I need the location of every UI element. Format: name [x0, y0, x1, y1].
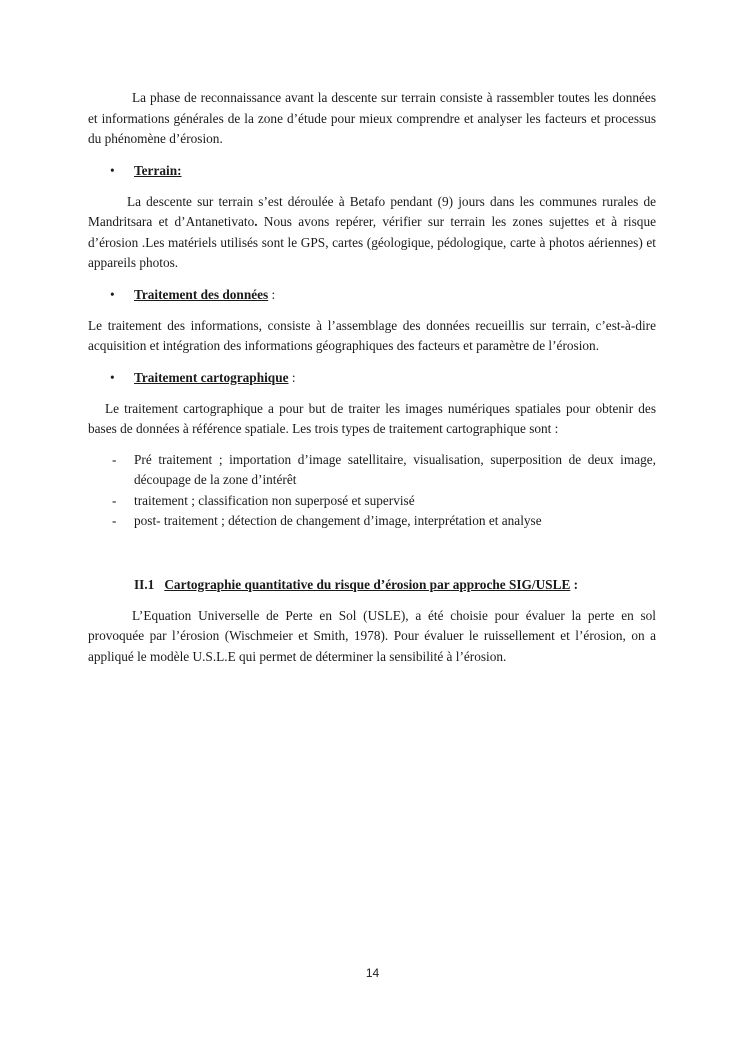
traitement-types-list: [88, 450, 656, 532]
traitement-donnees-paragraph: Le traitement des informations, consiste à l’assemblage des données recueillis sur terrain, c’est-à-dire acquisition et intégration des informations géographiques des facteurs et paramètre de l’érosion.: [88, 317, 656, 353]
list-item: [88, 491, 656, 512]
bullet-terrain: [88, 161, 656, 181]
list-item-text: traitement ; classification non superposé et supervisé: [134, 492, 415, 508]
terrain-text-part1: La descente sur terrain s’est déroulée à Betafo pendant (9) jours dans les communes rurales de Mandritsara et d’Antanetivato: [88, 193, 656, 229]
section-suffix: :: [570, 576, 579, 592]
list-item-text: post- traitement ; détection de changement d’image, interprétation et analyse: [134, 513, 542, 528]
bullet-icon: •: [110, 162, 115, 178]
terrain-bold-dot: .: [254, 214, 258, 229]
section-number: II.1: [134, 576, 155, 592]
terrain-text-part2: Nous avons repérer, vérifier sur terrain les zones sujettes et à risque d’érosion .Les matériels utilisés sont le GPS, cartes (géologique, pédologique, carte à photos aériennes) et appareils photos.: [88, 214, 656, 270]
list-item: [88, 450, 656, 491]
dash-marker: -: [112, 513, 117, 528]
dash-marker: -: [112, 451, 117, 467]
traitement-cartographique-paragraph: Le traitement cartographique a pour but de traiter les images numériques spatiales pour obtenir des bases de données à référence spatiale. Les trois types de traitement cartographique sont :: [88, 400, 656, 436]
section-heading: [88, 575, 656, 595]
page-number: 14: [365, 966, 380, 980]
terrain-paragraph: [88, 192, 656, 274]
document-page: [88, 88, 656, 667]
section-title: Cartographie quantitative du risque d’érosion par approche SIG/USLE: [164, 576, 571, 592]
usle-paragraph: L’Equation Universelle de Perte en Sol (USLE), a été choisie pour évaluer la perte en sol provoquée par l’érosion (Wischmeier et Smith, 1978). Pour évaluer le ruissellement et l’érosion, on a appliqué le modèle U.S.L.E qui permet de déterminer la sensibilité à l’érosion.: [88, 607, 656, 664]
traitement-cartographique-suffix: :: [288, 369, 296, 385]
terrain-title: Terrain:: [134, 162, 182, 178]
list-item: [88, 511, 656, 532]
bullet-traitement-cartographique: [88, 368, 656, 388]
intro-paragraph: La phase de reconnaissance avant la descente sur terrain consiste à rassembler toutes les données et informations générales de la zone d’étude pour mieux comprendre et analyser les facteurs et processus du phénomène d’érosion.: [88, 90, 656, 146]
traitement-donnees-title: Traitement des données: [134, 286, 269, 302]
bullet-icon: •: [110, 286, 115, 302]
bullet-icon: •: [110, 369, 115, 385]
traitement-donnees-suffix: :: [268, 286, 276, 302]
list-item-text: Pré traitement ; importation d’image satellitaire, visualisation, superposition de deux image, découpage de la zone d’intérêt: [134, 451, 656, 487]
bullet-traitement-donnees: [88, 285, 656, 305]
traitement-cartographique-title: Traitement cartographique: [134, 369, 289, 385]
dash-marker: -: [112, 492, 117, 508]
